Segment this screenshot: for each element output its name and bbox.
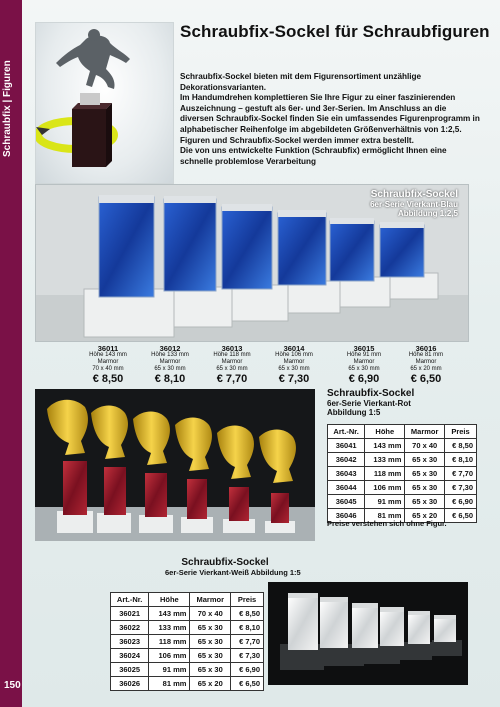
spec-item <box>264 345 324 386</box>
height: Höhe 118 mm <box>213 352 251 358</box>
marble-size: 70 x 40 <box>190 607 231 621</box>
intro-line: Die von uns entwickelte Funktion (Schraubfix) ermöglicht Ihnen eine schnelle problemlose Verarbeitung <box>180 146 447 166</box>
blue-series-specs <box>78 345 458 385</box>
height: 106 mm <box>149 649 190 663</box>
article-number: 36012 <box>159 344 181 353</box>
height: 81 mm <box>149 677 190 691</box>
figure-illustration <box>36 23 173 183</box>
price: € 8,50 <box>231 607 264 621</box>
blue-series-photo <box>35 184 469 342</box>
marble-label: Marmor <box>415 359 437 365</box>
article-number: 36013 <box>221 344 243 353</box>
intro-line: Im Handumdrehen komplettieren Sie Ihre Figur zu einer faszinierenden Auszeichnung – gestuft als 6er- und 3er-Serien. Im Anschluss an die diversen Schraubfix-Sockel finden Sie ein umfassendes Figurenprogramm in alphabetischer Reihenfolge im abgebildeten Größenverhältnis von 1:2,5. <box>180 93 480 134</box>
marble-size: 65 x 30 mm <box>278 366 310 372</box>
price-note: Preise verstehen sich ohne Figur. <box>327 519 447 528</box>
height: 133 mm <box>365 453 405 467</box>
marble-size: 65 x 30 <box>405 453 445 467</box>
marble-size: 65 x 20 mm <box>410 366 442 372</box>
column-header: Art.-Nr. <box>111 593 149 607</box>
marble-size: 65 x 30 mm <box>216 366 248 372</box>
page-title: Schraubfix-Sockel für Schraubfiguren <box>180 22 490 41</box>
marble-size: 65 x 30 <box>190 663 231 677</box>
price: € 6,50 <box>445 509 477 523</box>
height: 118 mm <box>149 635 190 649</box>
height: 143 mm <box>365 439 405 453</box>
red-series-title: Schraubfix-Sockel <box>327 388 415 399</box>
article-number: 36023 <box>111 635 149 649</box>
sidebar-label: Schraubfix | Figuren <box>2 60 13 157</box>
spec-item <box>78 345 138 386</box>
white-series-title: Schraubfix-Sockel <box>181 557 269 568</box>
height: Höhe 133 mm <box>151 352 189 358</box>
article-number: 36044 <box>328 481 365 495</box>
table-row <box>111 621 264 635</box>
height: Höhe 106 mm <box>275 352 313 358</box>
table-row <box>328 467 477 481</box>
spec-item <box>396 345 456 386</box>
marble-size: 65 x 30 <box>190 621 231 635</box>
marble-size: 65 x 20 <box>405 509 445 523</box>
column-header: Marmor <box>405 425 445 439</box>
sidebar-band <box>0 0 22 707</box>
red-series-heading <box>327 388 414 417</box>
height: Höhe 81 mm <box>408 352 444 358</box>
article-number: 36021 <box>111 607 149 621</box>
article-number: 36016 <box>415 344 437 353</box>
article-number: 36022 <box>111 621 149 635</box>
marble-size: 65 x 30 <box>405 481 445 495</box>
column-header: Höhe <box>365 425 405 439</box>
article-number: 36024 <box>111 649 149 663</box>
marble-size: 65 x 30 <box>405 495 445 509</box>
red-series-scale: Abbildung 1:5 <box>327 408 381 417</box>
height: 91 mm <box>365 495 405 509</box>
spec-item <box>140 345 200 386</box>
marble-size: 65 x 30 mm <box>154 366 186 372</box>
intro-line: Schraubfix-Sockel bieten mit dem Figurensortiment unzählige Dekorationsvarianten. <box>180 72 422 92</box>
marble-label: Marmor <box>97 359 119 365</box>
height: Höhe 91 mm <box>346 352 382 358</box>
price: € 6,90 <box>348 373 380 385</box>
column-header: Art.-Nr. <box>328 425 365 439</box>
price: € 7,30 <box>445 481 477 495</box>
column-header: Preis <box>231 593 264 607</box>
height: 133 mm <box>149 621 190 635</box>
height: 81 mm <box>365 509 405 523</box>
marble-size: 65 x 20 <box>190 677 231 691</box>
marble-size: 65 x 30 mm <box>348 366 380 372</box>
article-number: 36025 <box>111 663 149 677</box>
table-row <box>328 453 477 467</box>
article-number: 36042 <box>328 453 365 467</box>
price: € 6,90 <box>445 495 477 509</box>
article-number: 36011 <box>97 344 119 353</box>
table-row <box>111 663 264 677</box>
article-number: 36045 <box>328 495 365 509</box>
white-pedestals-illustration <box>268 582 468 685</box>
page-number: 150 <box>4 680 21 691</box>
blue-series-title: Schraubfix-Sockel <box>370 189 458 200</box>
table-row <box>111 677 264 691</box>
blue-series-subtitle: 6er-Serie Vierkant-Blau <box>370 200 458 209</box>
price: € 6,50 <box>410 373 442 385</box>
price: € 8,10 <box>154 373 186 385</box>
article-number: 36014 <box>283 344 305 353</box>
marble-size: 65 x 30 <box>190 649 231 663</box>
table-row <box>111 649 264 663</box>
height: 143 mm <box>149 607 190 621</box>
article-number: 36046 <box>328 509 365 523</box>
intro-text <box>180 72 480 167</box>
column-header: Preis <box>445 425 477 439</box>
table-row <box>111 607 264 621</box>
white-price-table <box>110 592 264 691</box>
red-price-table <box>327 424 477 523</box>
table-row <box>328 439 477 453</box>
spec-item <box>334 345 394 386</box>
table-row <box>328 495 477 509</box>
column-header: Marmor <box>190 593 231 607</box>
price: € 8,50 <box>445 439 477 453</box>
marble-label: Marmor <box>221 359 243 365</box>
price: € 6,50 <box>231 677 264 691</box>
spec-item <box>202 345 262 386</box>
height: 106 mm <box>365 481 405 495</box>
price: € 6,90 <box>231 663 264 677</box>
white-series-photo <box>268 582 468 685</box>
article-number: 36043 <box>328 467 365 481</box>
price: € 8,10 <box>445 453 477 467</box>
price: € 8,50 <box>92 373 124 385</box>
marble-size: 65 x 30 <box>190 635 231 649</box>
blue-series-heading <box>370 189 458 218</box>
height: 118 mm <box>365 467 405 481</box>
table-header-row <box>111 593 264 607</box>
marble-label: Marmor <box>283 359 305 365</box>
price: € 8,10 <box>231 621 264 635</box>
height: Höhe 143 mm <box>89 352 127 358</box>
red-pedestals-illustration <box>35 389 315 541</box>
blue-series-scale: Abbildung 1:2,5 <box>398 209 458 218</box>
white-series-heading <box>165 557 301 577</box>
article-number: 36026 <box>111 677 149 691</box>
price: € 7,70 <box>445 467 477 481</box>
marble-size: 70 x 40 <box>405 439 445 453</box>
hero-figure-photo <box>35 22 174 184</box>
intro-line: Figuren und Schraubfix-Sockel werden immer extra bestellt. <box>180 135 414 145</box>
table-row <box>328 481 477 495</box>
marble-size: 65 x 30 <box>405 467 445 481</box>
article-number: 36041 <box>328 439 365 453</box>
price: € 7,70 <box>216 373 248 385</box>
marble-size: 70 x 40 mm <box>92 366 124 372</box>
article-number: 36015 <box>353 344 375 353</box>
red-series-photo <box>35 389 315 541</box>
red-series-subtitle: 6er-Serie Vierkant-Rot <box>327 399 411 408</box>
marble-label: Marmor <box>353 359 375 365</box>
table-header-row <box>328 425 477 439</box>
price: € 7,30 <box>278 373 310 385</box>
white-series-subtitle: 6er-Serie Vierkant-Weiß Abbildung 1:5 <box>165 568 301 577</box>
table-row <box>111 635 264 649</box>
height: 91 mm <box>149 663 190 677</box>
price: € 7,30 <box>231 649 264 663</box>
marble-label: Marmor <box>159 359 181 365</box>
price: € 7,70 <box>231 635 264 649</box>
column-header: Höhe <box>149 593 190 607</box>
